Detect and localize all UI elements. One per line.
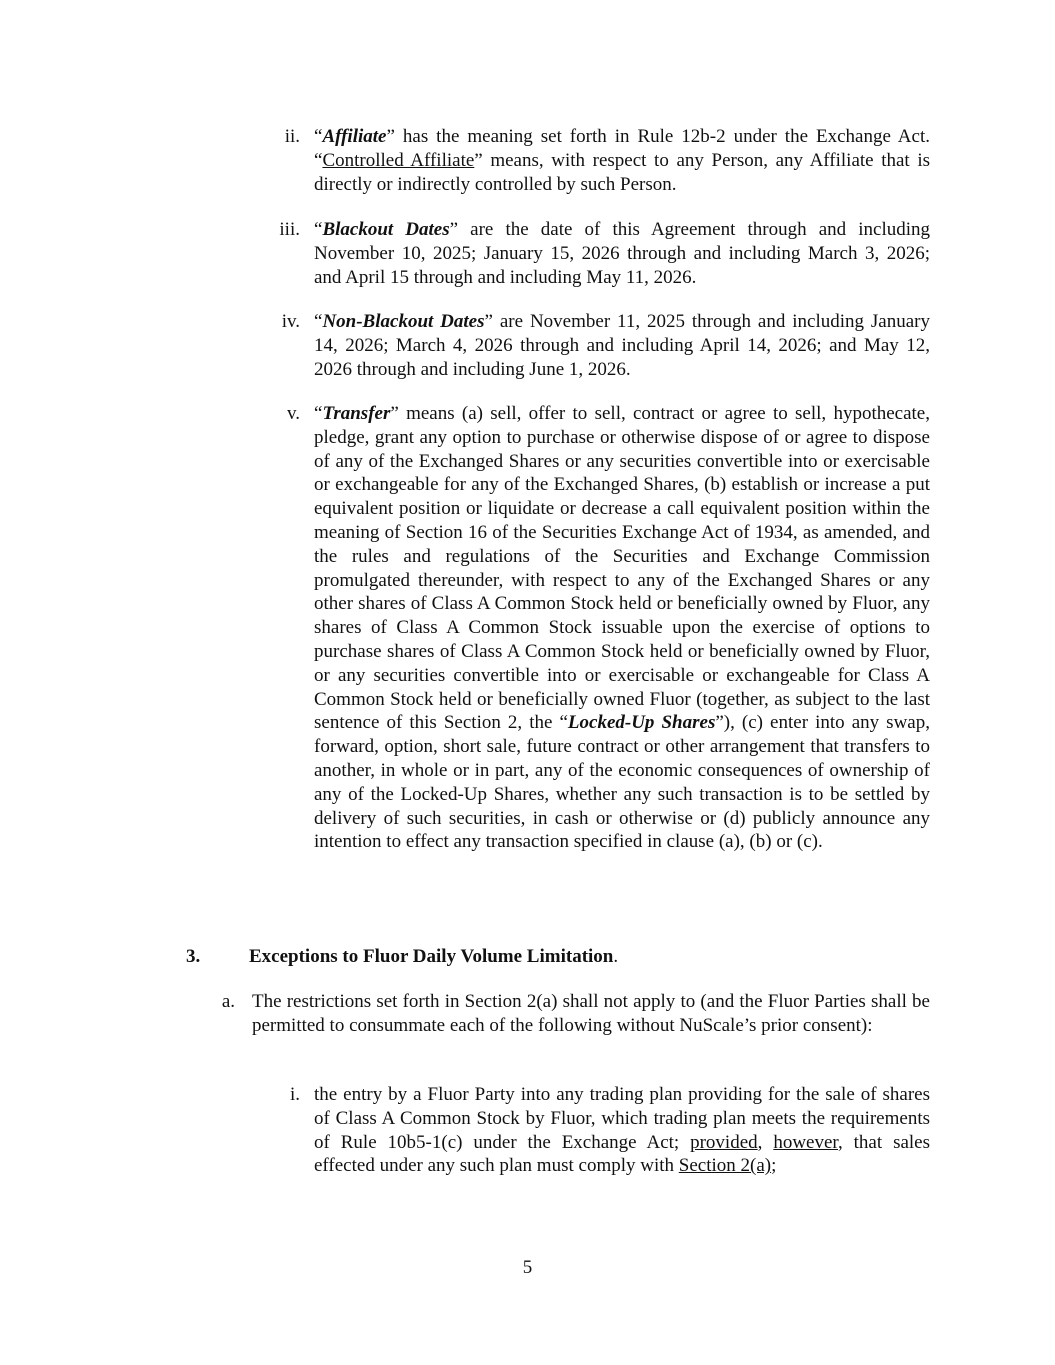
defined-term: Non-Blackout Dates bbox=[322, 311, 485, 332]
defined-term-underlined: Controlled Affiliate bbox=[322, 149, 475, 171]
definition-transfer: “Transfer” means (a) sell, offer to sell, contract or agree to sell, hypothecate, pledge, grant any option to purchase or otherwise dispose of or agree to dispose of any of the Exchanged Shares or any securities convertible into or exercisable or exchangeable for any of the Exchanged Shares, (b) establish or increase a put equivalent position or liquidate or decrease a call equivalent position within the meaning of Section 16 of the Securities Exchange Act of 1934, as amended, and the rules and regulations of the Securities and Exchange Commission promulgated thereunder, with respect to any of the Exchanged Shares or any other shares of Class A Common Stock held or beneficially owned by Fluor, any shares of Class A Common Stock issuable upon the exercise of options to purchase shares of Class A Common Stock held or beneficially owned by Fluor, or any securities convertible into or exercisable or exchangeable for Class A Common Stock held or beneficially owned Fluor (together, as subject to the last sentence of this Section 2, the “Locked-Up Shares”), (c) enter into any swap, forward, option, short sale, future contract or other arrangement that transfers to another, in whole or in part, any of the economic consequences of ownership of any of the Locked-Up Shares, whether any such transaction is to be settled by delivery of such securities, in cash or otherwise or (d) publicly announce any intention to effect any transaction specified in clause (a), (b) or (c). bbox=[314, 403, 930, 853]
list-marker-iii: iii. bbox=[279, 219, 300, 240]
defined-term: Transfer bbox=[322, 403, 391, 424]
provided-term: provided bbox=[690, 1131, 758, 1153]
clause-a-text: The restrictions set forth in Section 2(a) shall not apply to (and the Fluor Parties shall be permitted to consummate each of the following without NuScale’s prior consent): bbox=[252, 991, 930, 1036]
definition-blackout-dates: “Blackout Dates” are the date of this Agreement through and including November 10, 2025; January 15, 2026 through and including March 3, 2026; and April 15 through and including May 11, 2026. bbox=[314, 219, 930, 288]
however-term: however bbox=[773, 1131, 838, 1153]
definition-affiliate: “Affiliate” has the meaning set forth in Rule 12b-2 under the Exchange Act. “Controlled Affiliate” means, with respect to any Person, any Affiliate that is directly or indirectly controlled by such Person. bbox=[314, 126, 930, 195]
list-marker-v: v. bbox=[286, 403, 300, 424]
list-marker-i: i. bbox=[289, 1084, 300, 1105]
section-number: 3. bbox=[186, 946, 201, 967]
defined-term-locked-up-shares: Locked-Up Shares bbox=[567, 712, 716, 734]
section-reference: Section 2(a) bbox=[678, 1155, 772, 1177]
page-number: 5 bbox=[522, 1257, 533, 1278]
clause-a-i-text: the entry by a Fluor Party into any trading plan providing for the sale of shares of Class A Common Stock by Fluor, which trading plan meets the requirements of Rule 10b5-1(c) under the Exchange Act; provided, however, that sales effected under any such plan must comply with Section 2(a); bbox=[314, 1084, 930, 1177]
defined-term: Blackout Dates bbox=[322, 219, 450, 240]
definition-non-blackout-dates: “Non-Blackout Dates” are November 11, 2025 through and including January 14, 2026; March 4, 2026 through and including April 14, 2026; and May 12, 2026 through and including June 1, 2026. bbox=[314, 311, 930, 380]
section-heading: 3. Exceptions to Fluor Daily Volume Limitation. bbox=[186, 946, 619, 967]
list-marker-ii: ii. bbox=[284, 126, 300, 147]
defined-term: Affiliate bbox=[322, 126, 387, 147]
list-marker-iv: iv. bbox=[281, 311, 300, 332]
list-marker-a: a. bbox=[221, 991, 235, 1012]
section-title: Exceptions to Fluor Daily Volume Limitation bbox=[249, 946, 614, 967]
